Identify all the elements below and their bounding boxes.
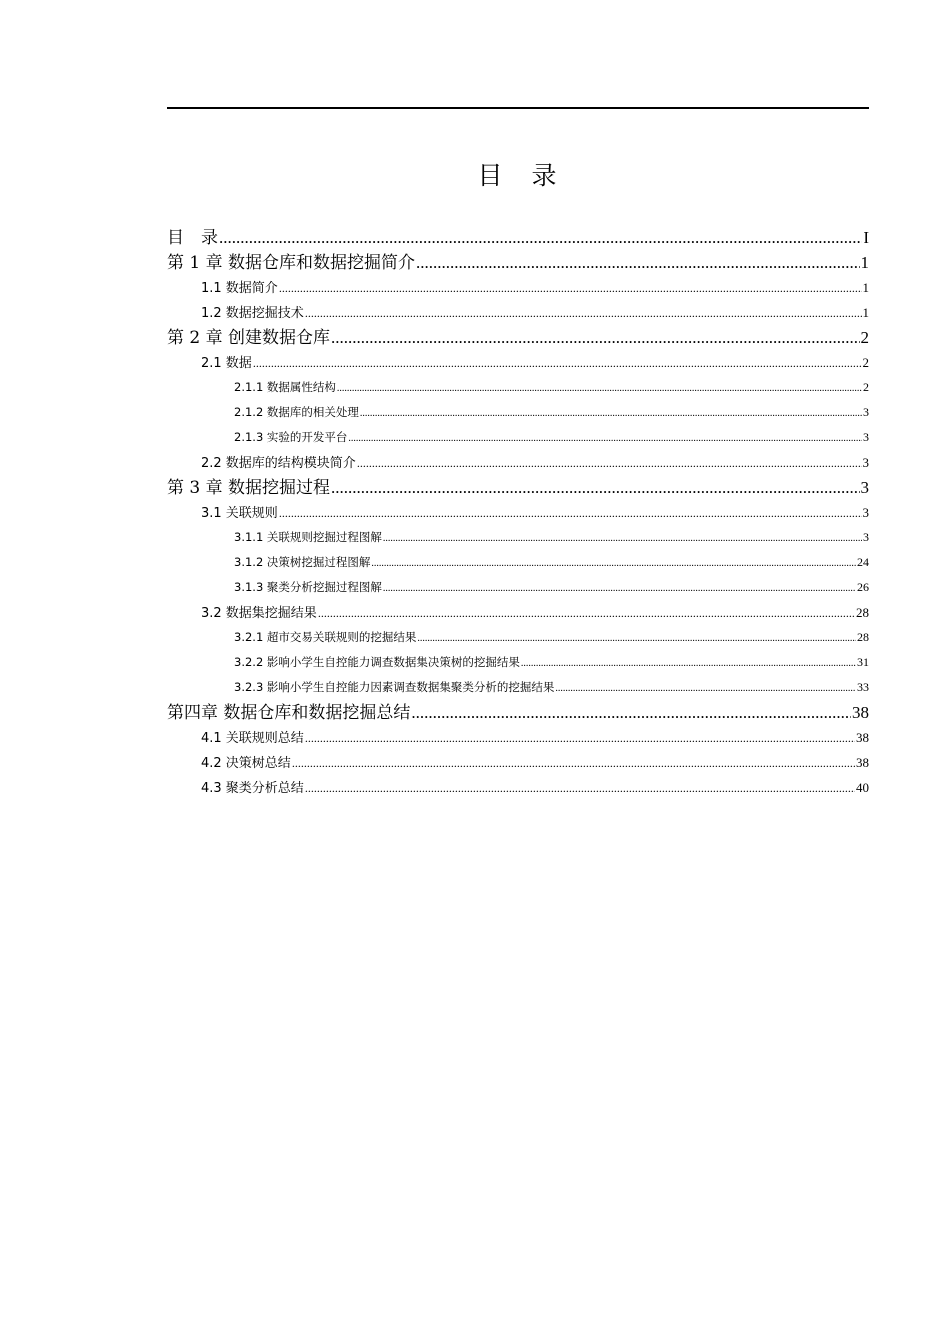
toc-entry-page-number: 2 xyxy=(860,328,869,347)
toc-entry-page-number: 3 xyxy=(862,455,869,470)
toc-dot-leader xyxy=(318,601,855,626)
toc-entry[interactable] xyxy=(167,775,869,800)
toc-entry[interactable] xyxy=(167,625,869,650)
toc-dot-leader xyxy=(331,325,859,350)
toc-dot-leader xyxy=(555,676,856,701)
toc-entry-page-number: 3 xyxy=(860,478,869,497)
toc-entry[interactable] xyxy=(167,375,869,400)
toc-entry-label: 3.1.1 关联规则挖掘过程图解 xyxy=(234,530,382,544)
toc-entry-label: 4.1 关联规则总结 xyxy=(201,731,304,746)
page-title: 目 录 xyxy=(477,161,559,190)
toc-dot-leader xyxy=(331,475,859,500)
toc-dot-leader xyxy=(305,726,855,751)
toc-dot-leader xyxy=(360,401,862,426)
toc-entry-label: 4.3 聚类分析总结 xyxy=(201,781,304,796)
toc-entry-page-number: 2 xyxy=(863,380,869,394)
toc-entry-label: 3.1.2 决策树挖掘过程图解 xyxy=(234,555,371,569)
toc-entry-page-number: 24 xyxy=(857,555,869,569)
toc-entry-label: 2.1.3 实验的开发平台 xyxy=(234,430,348,444)
toc-entry-label: 目 录 xyxy=(167,228,218,248)
toc-entry-label: 第四章 数据仓库和数据挖掘总结 xyxy=(167,703,411,723)
toc-entry-page-number: 28 xyxy=(857,630,869,644)
toc-entry-page-number: 38 xyxy=(852,703,869,722)
toc-entry[interactable] xyxy=(167,225,869,250)
toc-entry-page-number: 3 xyxy=(863,430,869,444)
toc-entry-page-number: 28 xyxy=(856,605,869,620)
toc-dot-leader xyxy=(521,651,856,676)
toc-dot-leader xyxy=(417,626,856,651)
toc-entry-page-number: 1 xyxy=(862,305,869,320)
toc-entry[interactable] xyxy=(167,650,869,675)
toc-dot-leader xyxy=(219,225,862,250)
toc-dot-leader xyxy=(292,751,855,776)
toc-dot-leader xyxy=(371,551,856,576)
toc-entry[interactable] xyxy=(167,325,869,350)
toc-entry[interactable] xyxy=(167,600,869,625)
toc-dot-leader xyxy=(383,526,862,551)
toc-entry-label: 3.2.2 影响小学生自控能力调查数据集决策树的挖掘结果 xyxy=(234,655,520,669)
toc-entry[interactable] xyxy=(167,425,869,450)
toc-entry-label: 3.2.3 影响小学生自控能力因素调查数据集聚类分析的挖掘结果 xyxy=(234,680,555,694)
toc-dot-leader xyxy=(305,301,862,326)
toc-entry[interactable] xyxy=(167,500,869,525)
toc-dot-leader xyxy=(416,250,859,275)
toc-entry[interactable] xyxy=(167,250,869,275)
toc-dot-leader xyxy=(383,576,856,601)
toc-entry-label: 3.1 关联规则 xyxy=(201,506,278,521)
toc-entry-label: 3.1.3 聚类分析挖掘过程图解 xyxy=(234,580,382,594)
toc-entry-page-number: 38 xyxy=(856,730,869,745)
toc-entry[interactable] xyxy=(167,750,869,775)
toc-entry-label: 第 1 章 数据仓库和数据挖掘简介 xyxy=(167,253,416,273)
toc-entry[interactable] xyxy=(167,550,869,575)
toc-entry-label: 3.2.1 超市交易关联规则的挖掘结果 xyxy=(234,630,417,644)
toc-entry-label: 第 2 章 创建数据仓库 xyxy=(167,328,331,348)
toc-entry-label: 1.2 数据挖掘技术 xyxy=(201,306,304,321)
toc-entry[interactable] xyxy=(167,300,869,325)
toc-entry-page-number: 3 xyxy=(863,530,869,544)
toc-entry-page-number: 33 xyxy=(857,680,869,694)
toc-entry-label: 2.2 数据库的结构模块简介 xyxy=(201,456,356,471)
toc-entry-label: 2.1.2 数据库的相关处理 xyxy=(234,405,359,419)
toc-entry-page-number: 38 xyxy=(856,755,869,770)
toc-entry-page-number: 1 xyxy=(862,280,869,295)
toc-entry-label: 4.2 决策树总结 xyxy=(201,756,291,771)
toc-dot-leader xyxy=(337,376,862,401)
toc-entry-page-number: 1 xyxy=(860,253,869,272)
toc-entry[interactable] xyxy=(167,575,869,600)
toc-entry-page-number: 31 xyxy=(857,655,869,669)
toc-entry[interactable] xyxy=(167,700,869,725)
toc-entry-label: 2.1 数据 xyxy=(201,356,252,371)
toc-entry-label: 第 3 章 数据挖掘过程 xyxy=(167,478,331,498)
toc-entry-page-number: 3 xyxy=(862,505,869,520)
toc-entry-label: 2.1.1 数据属性结构 xyxy=(234,380,336,394)
toc-entry-label: 1.1 数据简介 xyxy=(201,281,278,296)
toc-entry[interactable] xyxy=(167,675,869,700)
toc-entry-page-number: 26 xyxy=(857,580,869,594)
toc-entry[interactable] xyxy=(167,400,869,425)
toc-entry[interactable] xyxy=(167,450,869,475)
toc-dot-leader xyxy=(279,501,862,526)
toc-entry[interactable] xyxy=(167,275,869,300)
table-of-contents xyxy=(167,225,869,800)
toc-entry[interactable] xyxy=(167,350,869,375)
toc-entry-page-number: 2 xyxy=(862,355,869,370)
toc-entry[interactable] xyxy=(167,725,869,750)
toc-entry-page-number: 3 xyxy=(863,405,869,419)
toc-entry[interactable] xyxy=(167,525,869,550)
toc-dot-leader xyxy=(253,351,862,376)
toc-dot-leader xyxy=(411,700,851,725)
toc-dot-leader xyxy=(348,426,862,451)
toc-entry-page-number: 40 xyxy=(856,780,869,795)
toc-entry-page-number: I xyxy=(863,228,869,247)
toc-entry[interactable] xyxy=(167,475,869,500)
toc-dot-leader xyxy=(279,276,862,301)
header-rule xyxy=(167,107,869,109)
toc-dot-leader xyxy=(305,776,855,801)
toc-entry-label: 3.2 数据集挖掘结果 xyxy=(201,606,317,621)
toc-dot-leader xyxy=(357,451,862,476)
